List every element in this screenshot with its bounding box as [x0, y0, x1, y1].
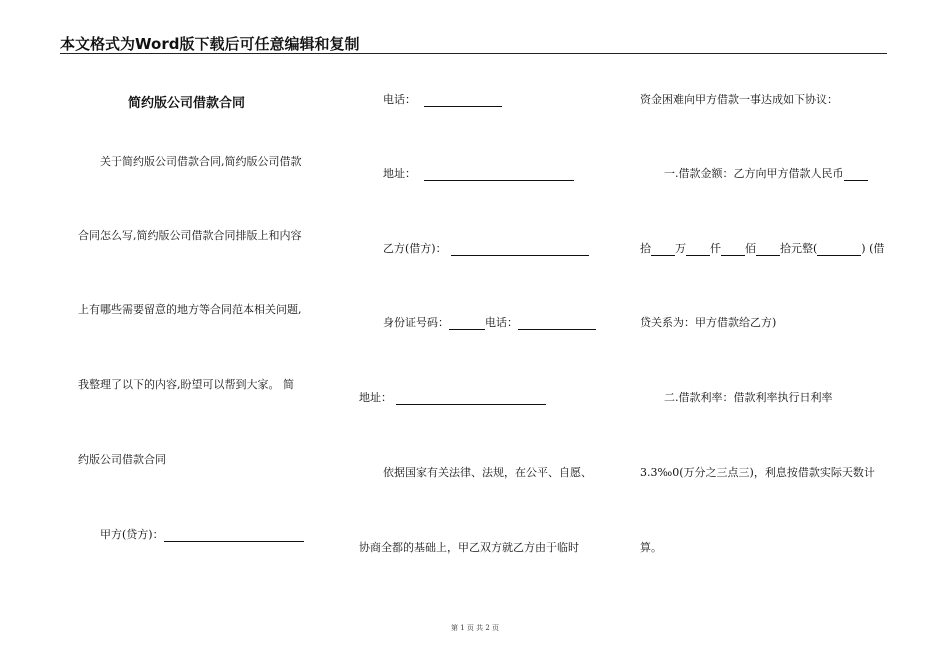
header-divider — [60, 53, 887, 54]
unit-blank[interactable] — [721, 243, 745, 256]
party-a-label: 甲方(贷方)： — [100, 528, 164, 541]
body-line: 上有哪些需要留意的地方等合同范本相关问题, — [78, 303, 302, 316]
document-title: 简约版公司借款合同 — [128, 96, 246, 111]
address2-label: 地址： — [359, 391, 392, 404]
party-b-blank[interactable] — [451, 243, 589, 256]
unit-blank[interactable] — [686, 243, 710, 256]
party-a-blank[interactable] — [164, 529, 304, 542]
unit-label: 拾元整( — [780, 242, 818, 255]
amount-blank[interactable] — [844, 168, 868, 181]
unit-label: 仟 — [710, 242, 721, 255]
address2-row — [359, 391, 546, 405]
address-blank[interactable] — [424, 168, 574, 181]
page-number: 第 1 页 共 2 页 — [450, 624, 500, 632]
body-line: 依据国家有关法律、法规，在公平、自愿、 — [383, 466, 592, 479]
unit-label: 佰 — [745, 242, 756, 255]
address-row — [383, 167, 574, 181]
party-b-row — [383, 242, 589, 256]
phone-row — [383, 93, 502, 107]
total-amount-blank[interactable] — [817, 243, 861, 256]
unit-label: 万 — [675, 242, 686, 255]
body-line: 算。 — [640, 541, 662, 554]
document-banner: 本文格式为Word版下载后可任意编辑和复制 — [60, 35, 360, 53]
id-row — [383, 316, 596, 330]
party-b-label: 乙方(借方)： — [383, 242, 447, 255]
phone2-label: 电话： — [485, 316, 518, 329]
party-a-row — [100, 528, 304, 542]
body-line: 贷关系为：甲方借款给乙方) — [640, 316, 777, 329]
phone-label: 电话： — [383, 93, 416, 106]
phone2-blank[interactable] — [518, 317, 596, 330]
body-line: 关于简约版公司借款合同,简约版公司借款 — [100, 155, 302, 168]
unit-label: 拾 — [640, 242, 651, 255]
body-line: 协商全都的基础上，甲乙双方就乙方由于临时 — [359, 541, 579, 554]
loan-amount-label: 一.借款金额：乙方向甲方借款人民币 — [664, 167, 844, 180]
loan-amount-row — [664, 167, 868, 181]
unit-blank[interactable] — [651, 243, 675, 256]
body-line: 资金困难向甲方借款一事达成如下协议： — [640, 93, 838, 106]
body-line: 约版公司借款合同 — [78, 453, 166, 466]
body-line: 3.3‰0(万分之三点三)，利息按借款实际天数计 — [640, 466, 875, 479]
body-line: 合同怎么写,简约版公司借款合同排版上和内容 — [78, 229, 302, 242]
id-label: 身份证号码： — [383, 316, 449, 329]
unit-label: ) (借 — [861, 242, 885, 255]
body-line: 二.借款利率：借款利率执行日利率 — [664, 391, 833, 404]
address2-blank[interactable] — [396, 392, 546, 405]
amount-units-row — [640, 242, 884, 256]
address-label: 地址： — [383, 167, 416, 180]
unit-blank[interactable] — [756, 243, 780, 256]
id-blank[interactable] — [449, 317, 485, 330]
phone-blank[interactable] — [424, 94, 502, 107]
body-line: 我整理了以下的内容,盼望可以帮到大家。 简 — [78, 378, 294, 391]
